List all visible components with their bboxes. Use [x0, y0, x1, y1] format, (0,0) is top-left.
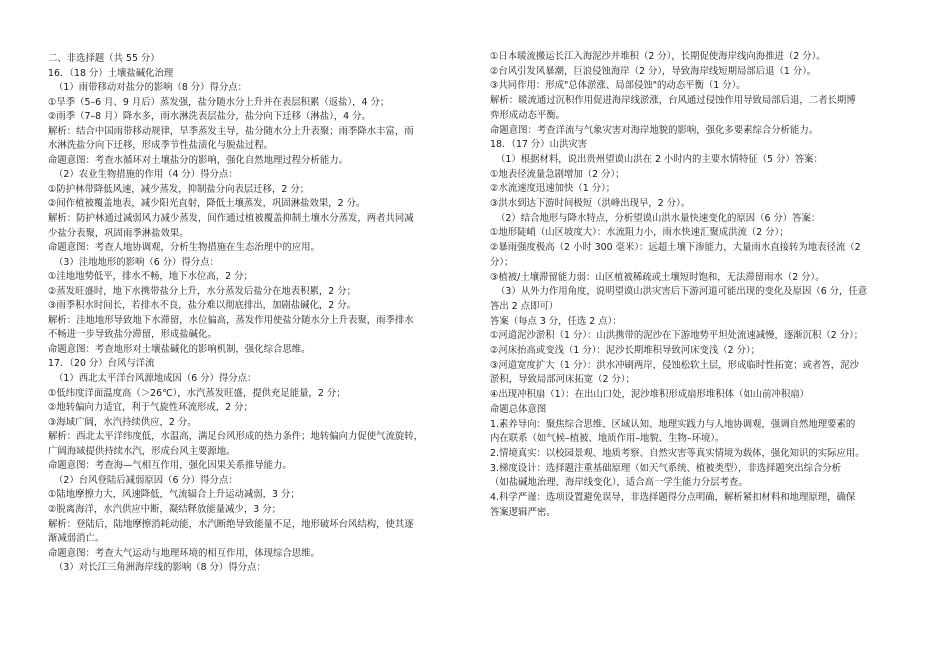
q17-part3-point1: ①日本暖流搬运长江入海泥沙并堆积（2 分），长期促使海岸线向海推进（2 分）。 — [490, 51, 826, 62]
q18-part2-point3: ③植被/土壤滞留能力弱：山区植被稀疏或土壤短时饱和，无法滞留雨水（2 分）。 — [490, 271, 825, 283]
q17-part1-intent: 命题意图：考查海—气相互作用，强化因果关系推导能力。 — [48, 460, 292, 472]
left-column — [48, 52, 470, 576]
q16-part1-analysis: 解析：结合中国雨带移动规律，旱季蒸发主导，盐分随水分上升表聚；雨季降水丰富，雨 — [48, 125, 414, 137]
q17-part2-analysis: 解析：登陆后，陆地摩擦消耗动能，水汽断绝导致能量不足，地形破坏台风结构，使其逐 — [48, 518, 414, 530]
q18-part1-point2: ②水流速度迅速加快（1 分）； — [490, 183, 616, 195]
q17-part3-analysis-cont: 弈形成动态平衡。 — [490, 109, 566, 121]
q16-title: 16．（18 分）土壤盐碱化治理 — [48, 67, 174, 79]
q18-part3-point2: ②河床抬高或变浅（1 分）：泥沙长期堆积导致河床变浅（2 分）； — [490, 345, 761, 357]
q18-part1-title: （1）根据材料，说出贵州望谟山洪在 2 小时内的主要水情特征（5 分）答案： — [496, 153, 823, 165]
q16-part3-point3: ③雨季积水时间长，若排水不良，盐分难以彻底排出，加剧盐碱化，2 分。 — [48, 300, 356, 312]
q16-part1-point2: ②雨季（7–8 月）降水多，雨水淋洗表层盐分，盐分向下迁移（淋盐），4 分。 — [48, 111, 371, 123]
q17-part1-title: （1）西北太平洋台风源地成因（6 分）得分点： — [54, 373, 257, 385]
q17-part3-point2: ②台风引发风暴潮，巨浪侵蚀海岸（2 分），导致海岸线短期局部后退（1 分）。 — [490, 65, 817, 77]
q17-part1-analysis: 解析：西北太平洋纬度低，水温高，满足台风形成的热力条件；地转偏向力促使气流旋转， — [48, 431, 424, 443]
q18-part3-point4: ④出现冲积扇（1）：在出山口处，泥沙堆积形成扇形堆积体（如山前冲积扇） — [490, 389, 810, 401]
q18-part1-point1: ①地表径流量急剧增加（2 分）； — [490, 168, 625, 180]
q16-part3-title: （3）洼地地形的影响（6 分）得分点： — [54, 256, 219, 268]
overall-intent-heading: 命题总体意图 — [490, 403, 547, 415]
q17-title: 17．（20 分）台风与洋流 — [48, 358, 155, 370]
q16-part2-point2: ②间作植被覆盖地表，减少阳光直射，降低土壤蒸发，巩固淋盐效果，2 分。 — [48, 198, 366, 210]
q17-part1-point1: ①低纬度洋面温度高（＞26℃），水汽蒸发旺盛，提供充足能量，2 分； — [48, 387, 346, 399]
q16-part3-analysis-cont: 不畅进一步导致盐分滞留，形成盐碱化。 — [48, 329, 217, 341]
q17-part3-point3: ③共同作用：形成"总体淤涨、局部侵蚀"的动态平衡（1 分）。 — [490, 80, 746, 92]
q16-part2-analysis: 解析：防护林通过减弱风力减少蒸发，间作通过植被覆盖抑制土壤水分蒸发，两者共同减 — [48, 213, 414, 225]
q18-part3-answer-label: 答案（每点 3 分，任选 2 点）： — [490, 315, 622, 327]
q17-part2-analysis-cont: 渐减弱消亡。 — [48, 533, 105, 545]
q16-part3-point2: ②蒸发旺盛时，地下水携带盐分上升，水分蒸发后盐分在地表积累，2 分； — [48, 285, 356, 297]
q17-part3-intent: 命题意图：考查洋流与气象灾害对海岸地貌的影响，强化多要素综合分析能力。 — [490, 124, 819, 136]
q16-part3-analysis: 解析：洼地地形导致地下水滞留，水位偏高，蒸发作用使盐分随水分上升表聚，雨季排水 — [48, 314, 414, 326]
q17-part3-analysis: 解析：暖流通过沉积作用促进海岸线淤涨，台风通过侵蚀作用导致局部后退，二者长期博 — [490, 95, 856, 107]
q16-part1-point1: ①旱季（5–6 月、9 月后）蒸发强，盐分随水分上升并在表层积累（返盐），4 分； — [48, 96, 390, 108]
q18-part2-point2-cont: 分）； — [490, 256, 514, 268]
intent-item-4: 4.科学严谨：选项设置避免误导，非选择题得分点明确，解析紧扣材料和地理原理，确保 — [490, 492, 856, 504]
q16-part2-analysis-cont: 少盐分表聚，巩固雨季淋盐效果。 — [48, 227, 189, 239]
q17-part3-title: （3）对长江三角洲海岸线的影响（8 分）得分点： — [54, 562, 266, 574]
q18-part3-title-cont: 答出 2 点即可） — [490, 300, 559, 312]
intent-item-3-cont: （如盐碱地治理、海岸线变化），适合高一学生能力分层考查。 — [490, 477, 748, 489]
q18-part3-title: （3）从外力作用角度，说明望谟山洪灾害后下游河道可能出现的变化及原因（6 分，任意 — [496, 286, 868, 298]
q16-part2-point1: ①防护林带降低风速，减少蒸发，抑制盐分向表层迁移，2 分； — [48, 183, 310, 195]
q17-part2-point2: ②脱离海洋，水汽供应中断，凝结释放能量减少，3 分； — [48, 503, 281, 515]
intent-item-1-cont: 内在联系（如气候–植被、地质作用–地貌、生物–环境）。 — [490, 433, 725, 445]
q18-part1-point3: ③洪水到达下游时间极短（洪峰出现早，2 分）。 — [490, 198, 691, 210]
q18-part2-point1: ①地形陡峭（山区坡度大）：水流阻力小，雨水快速汇聚成洪流（2 分）； — [490, 227, 789, 239]
q18-part3-point1: ①河道泥沙淤积（1 分）：山洪携带的泥沙在下游地势平坦处流速减慢，逐渐沉积（2 分）； — [490, 330, 864, 342]
q18-part3-point3: ③河道宽度扩大（1 分）：洪水冲刷两岸，侵蚀松软土层，形成临时性拓宽；或者答，泥沙 — [490, 359, 859, 371]
q16-part2-intent: 命题意图：考查人地协调观，分析生物措施在生态治理中的应用。 — [48, 242, 320, 254]
q16-part3-point1: ①洼地地势低平，排水不畅，地下水位高，2 分； — [48, 271, 253, 283]
section-heading: 二、非选择题（共 55 分） — [48, 53, 160, 64]
intent-item-1: 1.素养导向：聚焦综合思维、区域认知、地理实践力与人地协调观，强调自然地理要素的 — [490, 418, 856, 430]
q16-part3-intent: 命题意图：考查地形对土壤盐碱化的影响机制，强化综合思维。 — [48, 343, 311, 355]
q16-part2-title: （2）农业生物措施的作用（4 分）得分点： — [54, 169, 238, 181]
intent-item-2: 2.情境真实：以校园景观、地质考察、自然灾害等真实情境为载体，强化知识的实际应用。 — [490, 447, 865, 459]
q18-part3-point3-cont: 淤积，导致局部河床拓宽（2 分）； — [490, 374, 635, 386]
q17-part1-analysis-cont: 广阔海域提供持续水汽，形成台风主要源地。 — [48, 445, 236, 457]
q16-part1-title: （1）雨带移动对盐分的影响（8 分）得分点： — [54, 82, 248, 94]
q16-part1-analysis-cont: 水淋洗盐分向下迁移，形成季节性盐渍化与脱盐过程。 — [48, 140, 274, 152]
q17-part1-point3: ③海域广阔，水汽持续供应，2 分。 — [48, 416, 197, 428]
q17-part2-title: （2）台风登陆后减弱原因（6 分）得分点： — [54, 474, 238, 486]
intent-item-3: 3.梯度设计：选择题注重基础原理（如天气系统、植被类型），非选择题突出综合分析 — [490, 462, 842, 474]
intent-item-4-cont: 答案逻辑严密。 — [490, 506, 556, 518]
page-center-mark — [468, 50, 469, 51]
right-column — [490, 50, 910, 521]
q17-part1-point2: ②地转偏向力适宜，利于气旋性环流形成，2 分； — [48, 402, 253, 414]
q18-part2-point2: ②暴雨强度极高（2 小时 300 毫米）：远超土壤下渗能力，大量雨水直接转为地表径流（2 — [490, 242, 861, 254]
q16-part1-intent: 命题意图：考查水循环对土壤盐分的影响，强化自然地理过程分析能力。 — [48, 154, 349, 166]
q18-title: 18．（17 分）山洪灾害 — [490, 139, 588, 151]
q18-part2-title: （2）结合地形与降水特点，分析望谟山洪水量快速变化的原因（6 分）答案： — [496, 212, 821, 224]
q17-part2-point1: ①陆地摩擦力大，风速降低，气流辐合上升运动减弱，3 分； — [48, 489, 300, 501]
q17-part2-intent: 命题意图：考查大气运动与地理环境的相互作用，体现综合思维。 — [48, 547, 320, 559]
